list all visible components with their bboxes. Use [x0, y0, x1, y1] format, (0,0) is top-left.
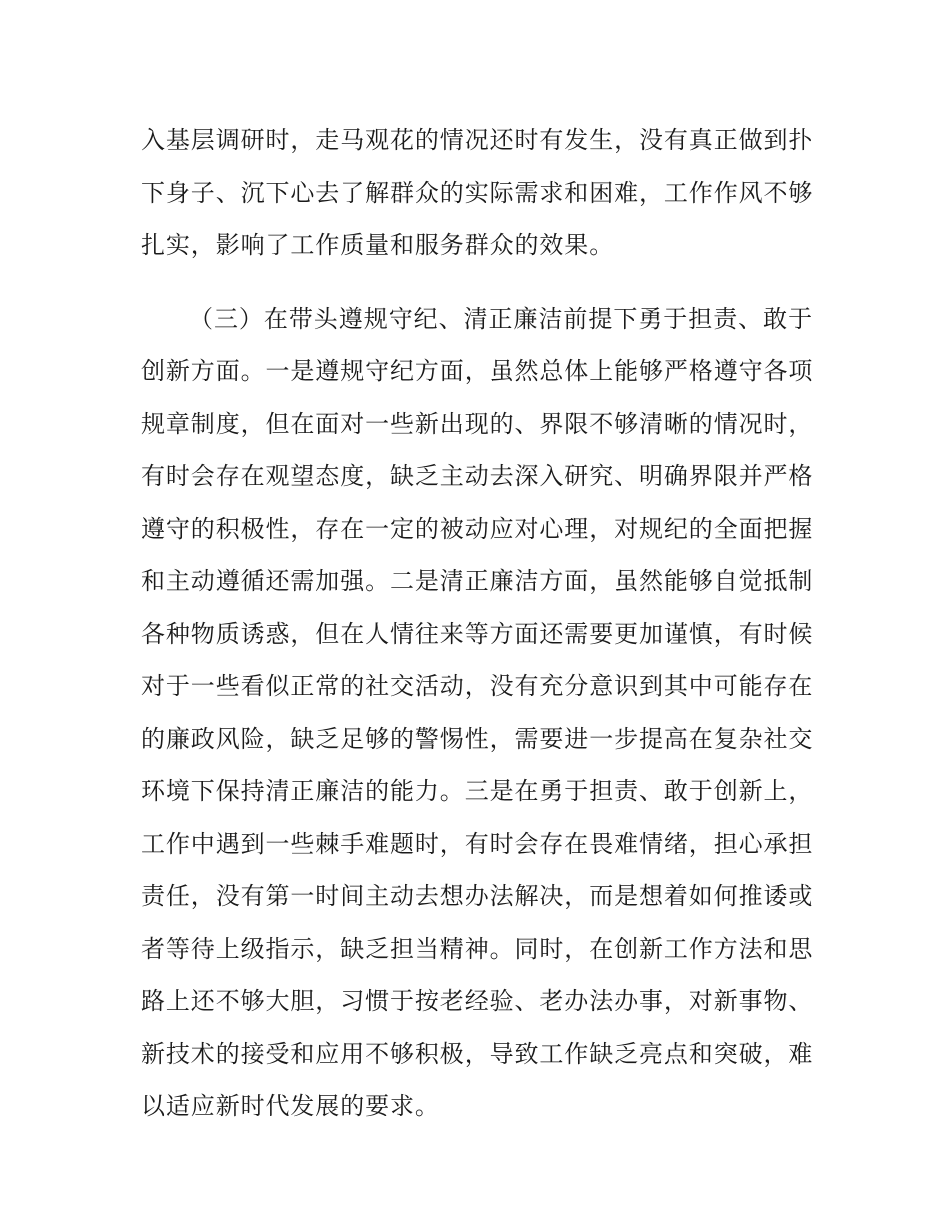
text-line: 工作中遇到一些棘手难题时，有时会存在畏难情绪，担心承担 [141, 829, 814, 858]
paragraph-section-three [141, 293, 813, 1133]
text-line: 各种物质诱惑，但在人情往来等方面还需要更加谨慎，有时候 [141, 619, 814, 648]
text-line: 和主动遵循还需加强。二是清正廉洁方面，虽然能够自觉抵制 [141, 567, 814, 595]
text-line: 创新方面。一是遵规守纪方面，虽然总体上能够严格遵守各项 [141, 357, 814, 385]
text-line: 的廉政风险，缺乏足够的警惕性，需要进一步提高在复杂社交 [141, 724, 814, 753]
text-line: 者等待上级指示，缺乏担当精神。同时，在创新工作方法和思 [141, 934, 814, 963]
text-line: 新技术的接受和应用不够积极，导致工作缺乏亮点和突破，难 [141, 1039, 814, 1068]
text-line: 下身子、沉下心去了解群众的实际需求和困难，工作作风不够 [141, 178, 814, 207]
text-line-heading: （三）在带头遵规守纪、清正廉洁前提下勇于担责、敢于 [189, 304, 813, 333]
document-body [141, 114, 813, 1133]
text-line: 路上还不够大胆，习惯于按老经验、老办法办事，对新事物、 [141, 987, 814, 1015]
text-line: 规章制度，但在面对一些新出现的、界限不够清晰的情况时， [141, 409, 814, 438]
text-line: 有时会存在观望态度，缺乏主动去深入研究、明确界限并严格 [141, 462, 814, 490]
text-line: 环境下保持清正廉洁的能力。三是在勇于担责、敢于创新上， [141, 777, 814, 805]
paragraph-continuation [141, 114, 813, 272]
text-line: 遵守的积极性，存在一定的被动应对心理，对规纪的全面把握 [141, 514, 814, 543]
paragraph-gap [141, 272, 813, 293]
text-line: 以适应新时代发展的要求。 [141, 1092, 440, 1120]
text-line: 入基层调研时，走马观花的情况还时有发生，没有真正做到扑 [141, 126, 814, 154]
text-line: 责任，没有第一时间主动去想办法解决，而是想着如何推诿或 [141, 882, 814, 910]
text-line: 扎实，影响了工作质量和服务群众的效果。 [141, 231, 615, 259]
text-line: 对于一些看似正常的社交活动，没有充分意识到其中可能存在 [141, 672, 814, 700]
